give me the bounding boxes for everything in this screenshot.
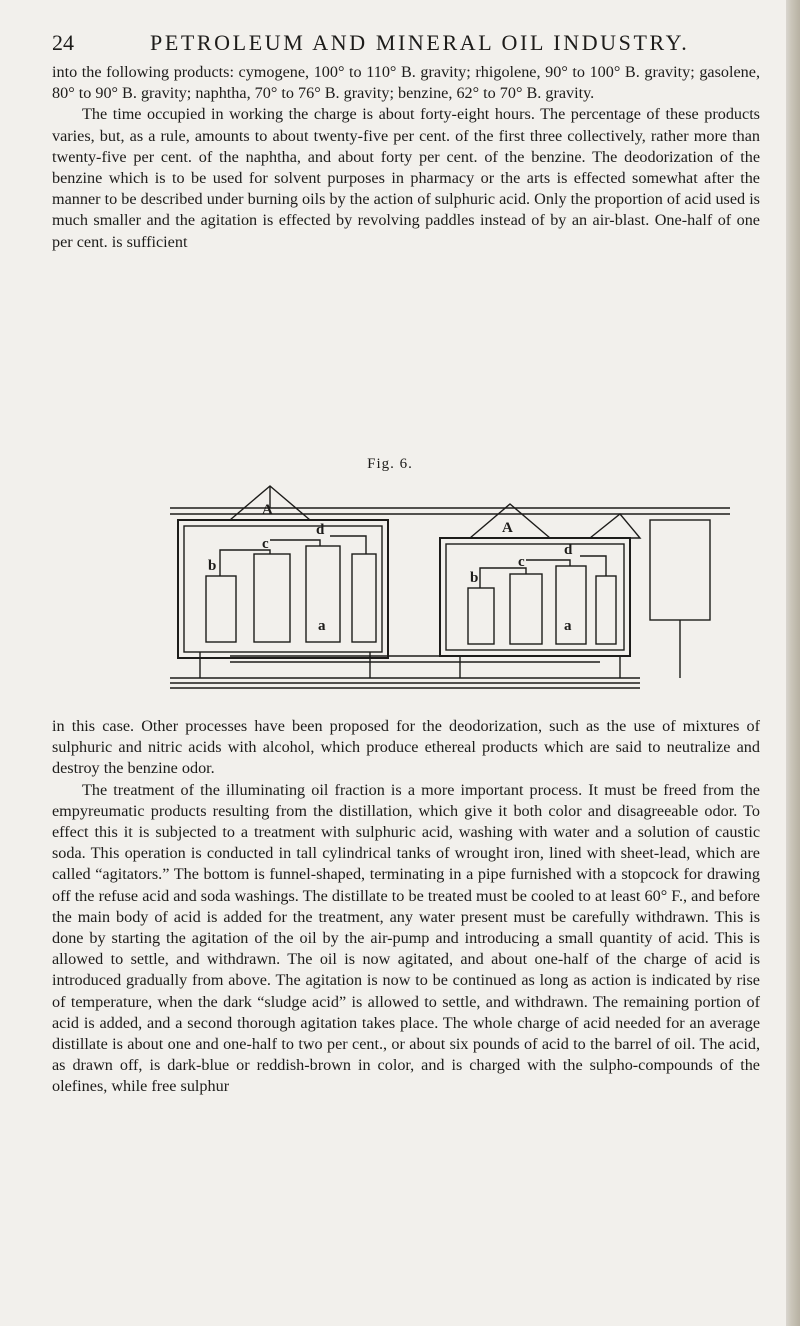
agitator-figure	[170, 480, 730, 700]
left-label-a: a	[318, 618, 326, 634]
paragraph-time-occupied: The time occupied in working the charge is about forty-eight hours. The percentage of these products varies, but, as a rule, amounts to about twenty-five per cent. of the first three collectively, rather more than twenty-five per cent. of the naphtha, and about forty per cent. of the benzine. The deodorization of the benzine which is to be used for solvent purposes in pharmacy or the arts is effected somewhat after the manner to be described under burning oils by the action of sulphuric acid. Only the proportion of acid used is much smaller and the agitation is effected by revolving paddles instead of by an air-blast. One-half of one per cent. is sufficient	[52, 105, 760, 251]
running-head: PETROLEUM AND MINERAL OIL INDUSTRY.	[150, 30, 690, 55]
paragraph-products: into the following products: cymogene, 100° to 110° B. gravity; rhigolene, 90° to 100° B. gravity; gasolene, 80° to 90° B. gravity; naphtha, 70° to 76° B. gravity; benzine, 62° to 70° B. gravity.	[52, 63, 760, 103]
page-edge-shadow	[786, 0, 800, 1326]
figure-label: Fig. 6.	[367, 456, 413, 472]
page-number: 24	[52, 30, 74, 55]
top-text-block	[52, 62, 760, 253]
left-label-b: b	[208, 558, 217, 574]
paragraph-other-processes: in this case. Other processes have been proposed for the deodorization, such as the use of mixtures of sulphuric and nitric acids with alcohol, which produce ethereal products which are said to neutralize and destroy the benzine odor.	[52, 717, 760, 778]
left-label-A: A	[262, 502, 273, 518]
right-agitator-unit	[440, 504, 640, 678]
right-label-a: a	[564, 618, 572, 634]
auxiliary-tank	[650, 520, 710, 620]
left-label-d: d	[316, 522, 325, 538]
right-label-b: b	[470, 570, 479, 586]
right-label-c: c	[518, 554, 525, 570]
right-label-d: d	[564, 542, 573, 558]
page-header	[0, 22, 780, 62]
left-agitator-unit	[178, 486, 388, 678]
left-label-c: c	[262, 536, 269, 552]
bottom-text-block	[52, 716, 760, 1098]
right-label-A: A	[502, 520, 513, 536]
paragraph-illuminating-oil: The treatment of the illuminating oil fraction is a more important process. It must be freed from the empyreumatic products resulting from the distillation, which give it both color and disagreeable odor. To effect this it is subjected to a treatment with sulphuric acid, washing with water and a solution of caustic soda. This operation is conducted in tall cylindrical tanks of wrought iron, lined with sheet-lead, which are called “agitators.” The bottom is funnel-shaped, terminating in a pipe furnished with a stopcock for drawing off the refuse acid and soda washings. The distillate to be treated must be cooled to at least 60° F., and before the main body of acid is added for the treatment, any water present must be carefully withdrawn. This is done by starting the agitation of the oil by the air-pump and introducing a small quantity of acid. This is allowed to settle, and withdrawn. The oil is now agitated, and about one-half of the charge of acid is introduced gradually from above. The agitation is now to be continued as long as action is indicated by rise of temperature, when the dark “sludge acid” is allowed to settle, and withdrawn. The remaining portion of acid is added, and a second thorough agitation takes place. The whole charge of acid needed for an average distillate is about one and one-half to two per cent., or about six pounds of acid to the barrel of oil. The acid, as drawn off, is dark-blue or reddish-brown in color, and is charged with the sulpho-compounds of the olefines, while free sulphur	[52, 780, 760, 1096]
